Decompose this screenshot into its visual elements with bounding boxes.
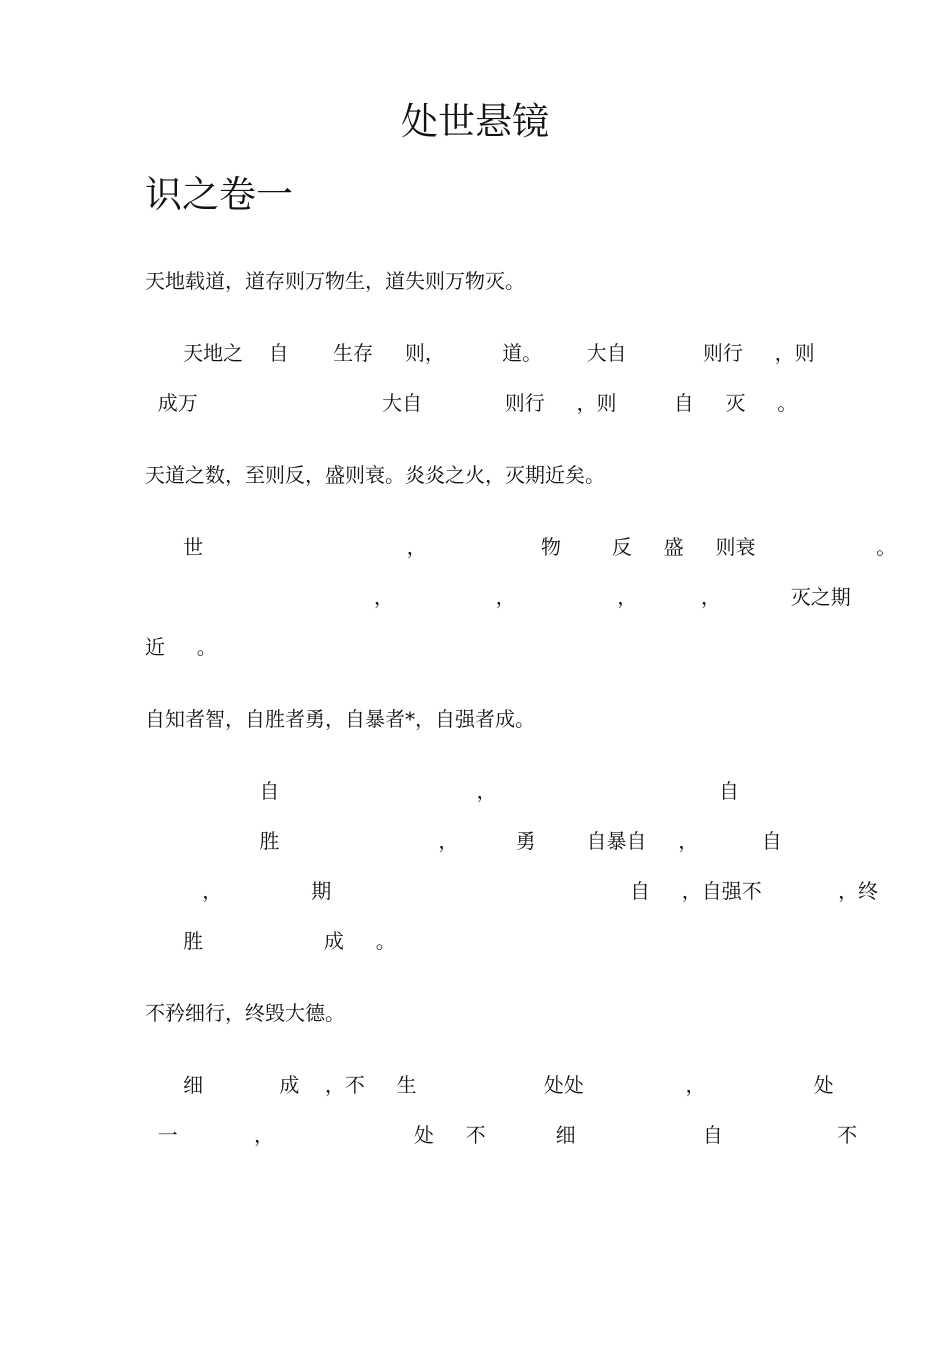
text-line-13: 不矜细行，终毁大德。 bbox=[145, 1001, 345, 1025]
text-line-3: 成万 大自 则行 ，则 自 灭 。 bbox=[145, 391, 798, 415]
text-line-6: ， ， ， ， 灭之期 bbox=[145, 585, 851, 609]
text-line-4: 天道之数，至则反，盛则衰。炎炎之火，灭期近矣。 bbox=[145, 463, 605, 487]
text-line-14: 细 成 ，不 生 处处 ， 处 bbox=[145, 1073, 834, 1097]
volume-heading: 识之卷一 bbox=[145, 173, 293, 216]
text-line-11: ， 期 自 ，自强不 ，终 bbox=[145, 879, 879, 903]
text-line-12: 胜 成 。 bbox=[145, 929, 396, 953]
text-line-2: 天地之 自 生存 则， 道。 大自 则行 ，则 bbox=[145, 341, 815, 365]
text-line-5: 世 ， 物 反 盛 则衰 。 bbox=[145, 535, 897, 559]
text-line-7: 近 。 bbox=[145, 635, 217, 659]
text-line-9: 自 ， 自 bbox=[145, 779, 740, 803]
document-title: 处世悬镜 bbox=[401, 100, 549, 143]
text-line-15: 一 ， 处 不 细 自 不 bbox=[145, 1123, 858, 1147]
text-line-10: 胜 ， 勇 自暴自 ， 自 bbox=[145, 829, 782, 853]
text-line-8: 自知者智，自胜者勇，自暴者*，自强者成。 bbox=[145, 707, 535, 731]
text-line-1: 天地载道，道存则万物生，道失则万物灭。 bbox=[145, 269, 525, 293]
